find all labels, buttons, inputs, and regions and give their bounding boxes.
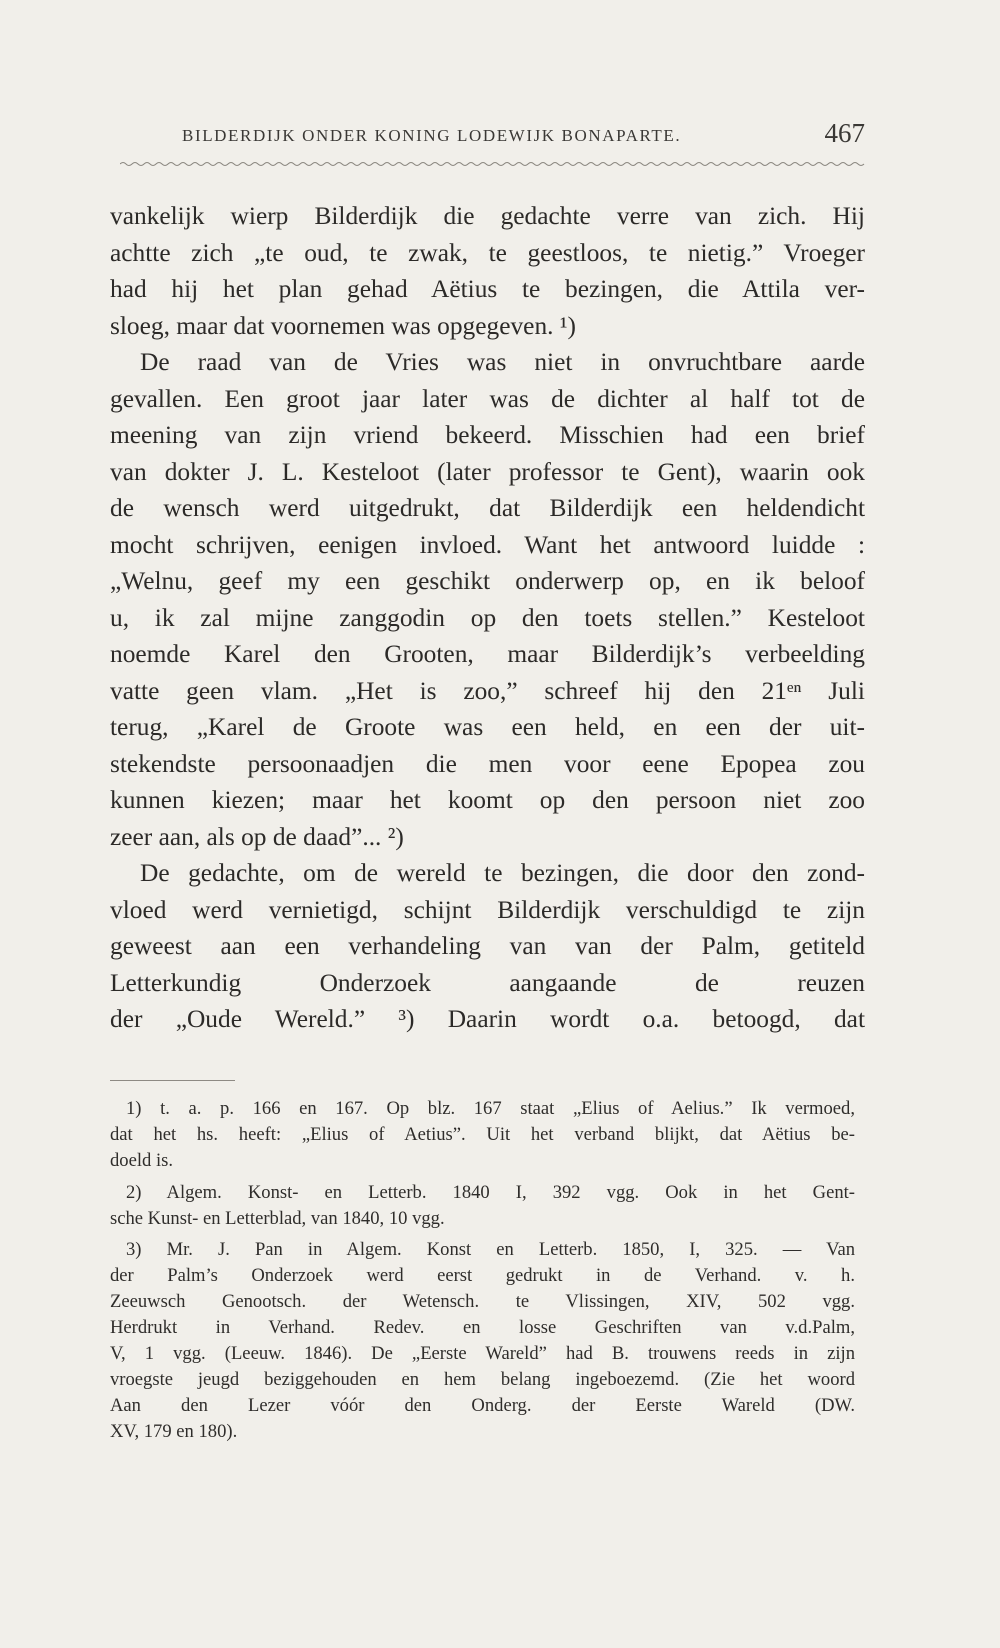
body-line: Letterkundig Onderzoek aangaande de reuzen — [110, 968, 865, 997]
footnote-line: 2) Algem. Konst- en Letterb. 1840 I, 392 vgg. Ook in het Gent- — [126, 1181, 855, 1203]
body-line: De gedachte, om de wereld te bezingen, die door den zond- — [140, 859, 865, 887]
page-header — [110, 118, 865, 158]
footnote-line: 3) Mr. J. Pan in Algem. Konst en Letterb. 1850, I, 325. — Van — [126, 1239, 855, 1261]
body-line: sloeg, maar dat voornemen was opgegeven. ¹) — [110, 311, 576, 340]
body-line: der „Oude Wereld.” ³) Daarin wordt o.a. betoogd, dat — [110, 1005, 865, 1033]
footnotes — [110, 1096, 855, 1445]
body-line: achtte zich „te oud, te zwak, te geestloos, te nietig.” Vroeger — [110, 238, 865, 267]
footnote-line: sche Kunst- en Letterblad, van 1840, 10 vgg. — [110, 1207, 445, 1229]
body-line: vankelijk wierp Bilderdijk die gedachte verre van zich. Hij — [110, 202, 865, 230]
body-line: kunnen kiezen; maar het koomt op den persoon niet zoo — [110, 786, 865, 814]
body-line: van dokter J. L. Kesteloot (later professor te Gent), waarin ook — [110, 457, 865, 486]
footnote-line: 1) t. a. p. 166 en 167. Op blz. 167 staat „Elius of Aelius.” Ik vermoed, — [126, 1098, 855, 1119]
footnote-line: dat het hs. heeft: „Elius of Aetius”. Uit het verband blijkt, dat Aëtius be- — [110, 1123, 855, 1145]
body-line: had hij het plan gehad Aëtius te bezingen, die Attila ver- — [110, 275, 865, 303]
footnote-line: Zeeuwsch Genootsch. der Wetensch. te Vlissingen, XIV, 502 vgg. — [110, 1291, 855, 1313]
body-line: noemde Karel den Grooten, maar Bilderdijk’s verbeelding — [110, 640, 865, 668]
footnote-line: der Palm’s Onderzoek werd eerst gedrukt in de Verhand. v. h. — [110, 1265, 855, 1287]
footnote-line: Aan den Lezer vóór den Onderg. der Eerste Wareld (DW. — [110, 1394, 855, 1416]
body-line: meening van zijn vriend bekeerd. Misschien had een brief — [110, 421, 865, 449]
body-line: De raad van de Vries was niet in onvruchtbare aarde — [140, 348, 865, 376]
body-line: u, ik zal mijne zanggodin op den toets stellen.” Kesteloot — [110, 603, 865, 632]
header-wavy-rule — [120, 160, 865, 168]
body-line: geweest aan een verhandeling van van der Palm, getiteld — [110, 932, 865, 960]
footnote-line: V, 1 vgg. (Leeuw. 1846). De „Eerste Wareld” had B. trouwens reeds in zijn — [110, 1343, 855, 1365]
footnote-line: vroegste jeugd beziggehouden en hem belang ingeboezemd. (Zie het woord — [110, 1368, 855, 1390]
body-line: zeer aan, als op de daad”... ²) — [110, 822, 404, 851]
body-line: stekendste persoonaadjen die men voor eene Epopea zou — [110, 749, 865, 778]
footnote-line: doeld is. — [110, 1149, 174, 1171]
body-line: „Welnu, geef my een geschikt onderwerp op, en ik beloof — [110, 567, 865, 595]
body-line: de wensch werd uitgedrukt, dat Bilderdijk een heldendicht — [110, 494, 865, 522]
running-head: BILDERDIJK ONDER KONING LODEWIJK BONAPARTE. — [182, 126, 682, 145]
body-line: vatte geen vlam. „Het is zoo,” schreef hij den 21ᵉⁿ Juli — [110, 676, 865, 705]
footnote-separator — [110, 1080, 235, 1081]
footnote-line: Herdrukt in Verhand. Redev. en losse Geschriften van v.d.Palm, — [110, 1317, 855, 1339]
body-line: terug, „Karel de Groote was een held, en een der uit- — [110, 713, 865, 741]
page-number: 467 — [824, 118, 865, 148]
body-line: mocht schrijven, eenigen invloed. Want het antwoord luidde : — [110, 530, 865, 559]
footnote-line: XV, 179 en 180). — [110, 1420, 238, 1442]
body-line: vloed werd vernietigd, schijnt Bilderdijk verschuldigd te zijn — [110, 895, 865, 924]
body-text — [110, 198, 865, 1038]
body-line: gevallen. Een groot jaar later was de dichter al half tot de — [110, 384, 865, 413]
